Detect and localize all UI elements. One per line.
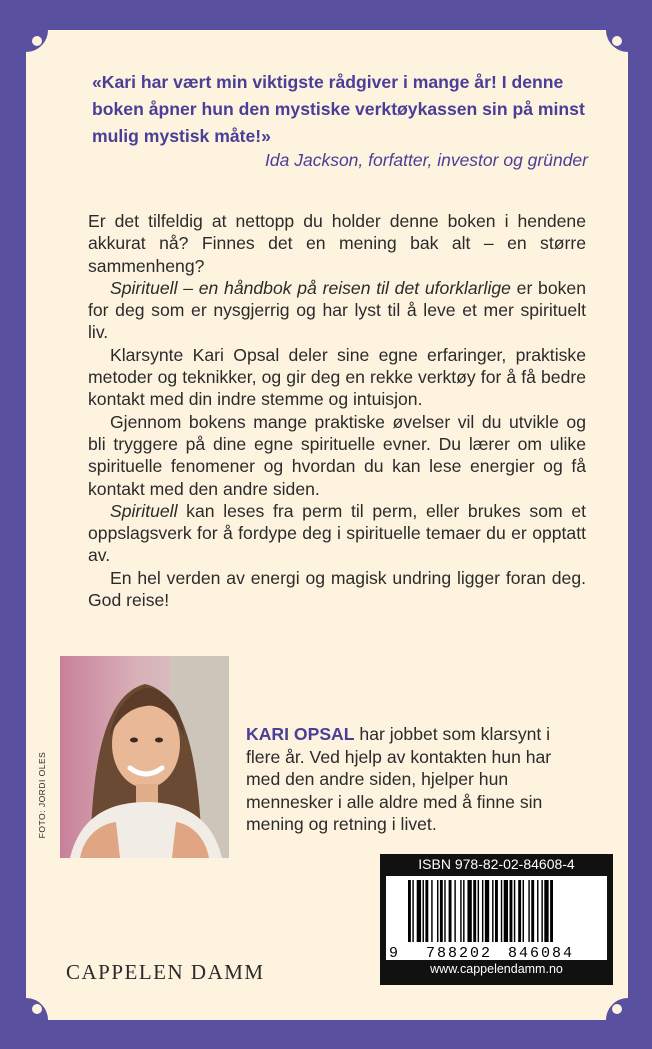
barcode-bar <box>528 880 529 942</box>
blurb-paragraph: Gjennom bokens mange praktiske øvelser vil du utvikle og bli tryggere på dine egne spirituelle evner. Du lærer om ulike spirituelle fenomener og hvordan du kan lese energier og få kontakt med den andre siden. <box>88 411 586 499</box>
barcode-bar <box>437 880 438 942</box>
corner-notch <box>606 998 650 1042</box>
barcode-bar <box>510 880 513 942</box>
barcode-bar <box>523 880 524 942</box>
barcode-digits-left: 788202 <box>426 945 493 960</box>
barcode-bar <box>467 880 471 942</box>
barcode-bar <box>463 880 464 942</box>
blurb-paragraph: Spirituell kan leses fra perm til perm, eller brukes som et oppslagsverk for å fordype deg i spirituelle temaer du er opptatt av. <box>88 500 586 566</box>
blurb-paragraph: En hel verden av energi og magisk undring ligger foran deg. God reise! <box>88 567 586 611</box>
blurb-paragraph: Klarsynte Kari Opsal deler sine egne erfaringer, praktiske metoder og teknikker, og gir deg en rekke verktøy for å få bedre kontakt med din indre stemme og intuisjon. <box>88 344 586 410</box>
author-photo <box>60 656 229 858</box>
barcode-bar <box>495 880 498 942</box>
barcode-bar <box>417 880 421 942</box>
isbn-barcode-box <box>380 854 613 985</box>
author-bio: KARI OPSAL har jobbet som klarsynt i flere år. Ved hjelp av kontakten hun har med den andre siden, hjelper hun mennesker i alle aldre med å finne sin mening og retning i livet. <box>246 724 552 834</box>
barcode-bar <box>431 880 432 942</box>
corner-notch <box>4 998 48 1042</box>
barcode-bar <box>485 880 489 942</box>
author-name: KARI OPSAL <box>246 724 355 744</box>
barcode-bar <box>460 880 461 942</box>
barcode-bar <box>501 880 502 942</box>
blurb-paragraph: Er det tilfeldig at nettopp du holder denne boken i hendene akkurat nå? Finnes det en mening bak alt – en større sammenheng? <box>88 211 586 276</box>
barcode-bar <box>518 880 521 942</box>
book-title: Spirituell – en håndbok på reisen til det uforklarlige <box>110 277 511 298</box>
blurb-paragraph: Spirituell – en håndbok på reisen til det uforklarlige er boken for deg som er nysgjerrig og har lyst til å leve et mer spirituelt liv. <box>88 277 586 343</box>
publisher-url: www.cappelendamm.no <box>430 962 563 976</box>
quote-attribution: Ida Jackson, forfatter, investor og gründer <box>265 150 588 170</box>
blurb <box>88 210 586 611</box>
barcode-bar <box>550 880 553 942</box>
barcode-bar <box>473 880 476 942</box>
barcode-bar <box>514 880 515 942</box>
barcode-bar <box>440 880 443 942</box>
barcode-bar <box>492 880 493 942</box>
barcode-bar <box>544 880 548 942</box>
corner-dot <box>32 1004 42 1014</box>
corner-notch <box>4 8 48 52</box>
corner-dot <box>612 1004 622 1014</box>
barcode-bar <box>478 880 479 942</box>
photo-credit: FOTO: JORDI OLES <box>37 751 47 839</box>
corner-dot <box>612 36 622 46</box>
book-title: Spirituell <box>110 500 178 521</box>
corner-dot <box>32 36 42 46</box>
barcode-bar <box>537 880 538 942</box>
barcode-bar <box>482 880 483 942</box>
barcode-bar <box>504 880 508 942</box>
barcode-bar <box>449 880 452 942</box>
isbn-number: ISBN 978-82-02-84608-4 <box>418 856 575 872</box>
barcode-bar <box>412 880 413 942</box>
barcode-bar <box>454 880 455 942</box>
barcode-bar <box>541 880 542 942</box>
barcode-digits-right: 846084 <box>508 945 575 960</box>
barcode-bar <box>423 880 424 942</box>
endorsement-quote: «Kari har vært min viktigste rådgiver i mange år! I denne boken åpner hun den mystiske verktøykassen sin på minst mulig mystisk måte!» <box>92 72 585 146</box>
back-cover-card <box>26 30 628 1020</box>
barcode-bar <box>444 880 445 942</box>
barcode-bar <box>425 880 428 942</box>
publisher-logo: CAPPELEN DAMM <box>66 960 265 984</box>
barcode-bar <box>408 880 411 942</box>
barcode-digit-lead: 9 <box>389 945 399 960</box>
barcode <box>386 876 607 960</box>
barcode-bar <box>531 880 534 942</box>
corner-notch <box>606 8 650 52</box>
